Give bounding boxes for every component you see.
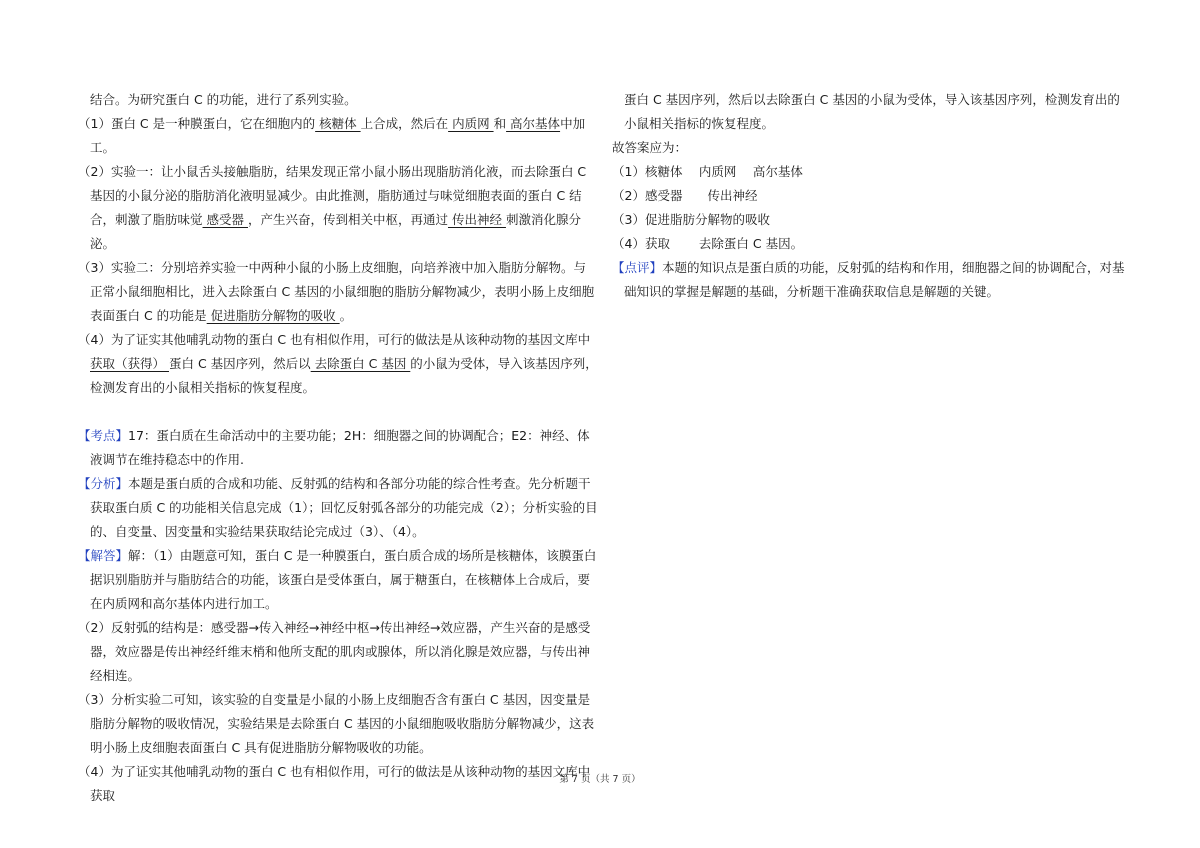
- blank-answer: 传出神经: [447, 212, 506, 227]
- blank-answer: 核糖体: [315, 116, 361, 131]
- fenxi-tag: 【分析】: [78, 476, 129, 491]
- blank-answer: 内质网: [448, 116, 494, 131]
- fenxi-section: 【分析】本题是蛋白质的合成和功能、反射弧的结构和各部分功能的综合性考查。先分析题干获取蛋白质 C 的功能相关信息完成（1）；回忆反射弧各部分的功能完成（2）；分析实验的目的、自变量、因变量和实验结果获取结论完成过（3）、（4）。: [78, 476, 598, 539]
- left-column: [78, 88, 598, 808]
- blank-answer: 促进脂肪分解物的吸收: [206, 308, 340, 323]
- jieda-tag: 【解答】: [78, 548, 129, 563]
- answer-2: （2）感受器 传出神经: [612, 188, 758, 203]
- jieda-part-4-continued: 蛋白 C 基因序列，然后以去除蛋白 C 基因的小鼠为受体，导入该基因序列，检测发育出的小鼠相关指标的恢复程度。: [624, 92, 1120, 131]
- answer-4: （4）获取 去除蛋白 C 基因。: [612, 236, 804, 251]
- blank-answer: 获取（获得）: [90, 356, 169, 371]
- blank-answer: 高尔基体: [506, 116, 561, 131]
- kaodian-section: 【考点】17：蛋白质在生命活动中的主要功能；2H：细胞器之间的协调配合；E2：神经、体液调节在维持稳态中的作用.: [78, 428, 590, 467]
- question-4: （4）为了证实其他哺乳动物的蛋白 C 也有相似作用，可行的做法是从该种动物的基因文库中 获取（获得） 蛋白 C 基因序列，然后以 去除蛋白 C 基因 的小鼠为受体，导入该基因序列，检测发育出的小鼠相关指标的恢复程度。: [78, 332, 598, 395]
- dianping-tag: 【点评】: [612, 260, 663, 275]
- answer-heading: 故答案应为：: [612, 140, 688, 155]
- intro-line: 结合。为研究蛋白 C 的功能，进行了系列实验。: [90, 92, 357, 107]
- dianping-section: 【点评】本题的知识点是蛋白质的功能，反射弧的结构和作用，细胞器之间的协调配合，对基础知识的掌握是解题的基础，分析题干准确获取信息是解题的关键。: [612, 260, 1125, 299]
- question-1: （1）蛋白 C 是一种膜蛋白，它在细胞内的 核糖体 上合成，然后在 内质网 和 高尔基体中加工。: [78, 116, 586, 155]
- question-2: （2）实验一：让小鼠舌头接触脂肪，结果发现正常小鼠小肠出现脂肪消化液，而去除蛋白 C 基因的小鼠分泌的脂肪消化液明显减少。由此推测，脂肪通过与味觉细胞表面的蛋白 C 结合，刺激了脂肪味觉 感受器 ，产生兴奋，传到相关中枢，再通过 传出神经 刺激消化腺分泌。: [78, 164, 587, 251]
- jieda-part-3: （3）分析实验二可知，该实验的自变量是小鼠的小肠上皮细胞否含有蛋白 C 基因，因变量是脂肪分解物的吸收情况，实验结果是去除蛋白 C 基因的小鼠细胞吸收脂肪分解物减少，这表明小肠上皮细胞表面蛋白 C 具有促进脂肪分解物吸收的功能。: [78, 692, 595, 755]
- jieda-section: 【解答】解：（1）由题意可知，蛋白 C 是一种膜蛋白，蛋白质合成的场所是核糖体，该膜蛋白据识别脂肪并与脂肪结合的功能，该蛋白是受体蛋白，属于糖蛋白，在核糖体上合成后，要在内质网和高尔基体内进行加工。: [78, 548, 597, 611]
- page-footer: 第 7 页（共 7 页）: [559, 774, 641, 785]
- right-column: [612, 88, 1132, 304]
- answer-3: （3）促进脂肪分解物的吸收: [612, 212, 770, 227]
- jieda-part-4: （4）为了证实其他哺乳动物的蛋白 C 也有相似作用，可行的做法是从该种动物的基因文库中获取: [78, 764, 591, 803]
- question-3: （3）实验二：分别培养实验一中两种小鼠的小肠上皮细胞，向培养液中加入脂肪分解物。与正常小鼠细胞相比，进入去除蛋白 C 基因的小鼠细胞的脂肪分解物减少，表明小肠上皮细胞表面蛋白 C 的功能是 促进脂肪分解物的吸收 。: [78, 260, 595, 323]
- jieda-part-2: （2）反射弧的结构是：感受器→传入神经→神经中枢→传出神经→效应器，产生兴奋的是感受器，效应器是传出神经纤维末梢和他所支配的肌肉或腺体，所以消化腺是效应器，与传出神经相连。: [78, 620, 591, 683]
- kaodian-tag: 【考点】: [78, 428, 129, 443]
- blank-answer: 感受器: [202, 212, 248, 227]
- answer-1: （1）核糖体 内质网 高尔基体: [612, 164, 803, 179]
- blank-answer: 去除蛋白 C 基因: [310, 356, 411, 371]
